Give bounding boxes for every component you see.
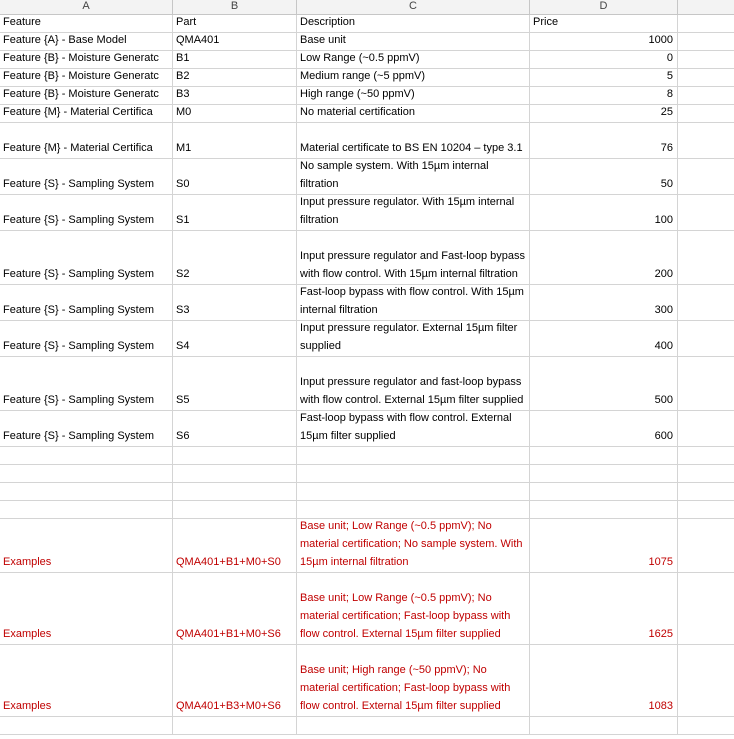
cell-c[interactable] xyxy=(297,411,530,446)
cell-c[interactable] xyxy=(297,717,530,734)
cell-e[interactable] xyxy=(678,51,734,68)
cell-c[interactable] xyxy=(297,87,530,104)
cell-text: Base unit; Low Range (~0.5 ppmV); No material certification; No sample system. With 15µm internal filtration xyxy=(300,520,523,568)
cell-text: Examples xyxy=(3,628,52,640)
cell-b[interactable] xyxy=(173,159,297,194)
cell-text: Base unit xyxy=(300,34,346,46)
cell-c[interactable] xyxy=(297,15,530,32)
cell-a[interactable] xyxy=(0,573,173,644)
cell-c[interactable] xyxy=(297,465,530,482)
cell-a[interactable] xyxy=(0,447,173,464)
cell-text: S4 xyxy=(176,340,190,352)
table-row xyxy=(0,195,734,231)
cell-e[interactable] xyxy=(678,717,734,734)
cell-b[interactable] xyxy=(173,465,297,482)
cell-text: 200 xyxy=(654,268,673,280)
cell-e[interactable] xyxy=(678,15,734,32)
cell-b[interactable] xyxy=(173,447,297,464)
cell-text: 400 xyxy=(654,340,673,352)
cell-text: QMA401 xyxy=(176,34,220,46)
cell-c[interactable] xyxy=(297,105,530,122)
cell-text: B2 xyxy=(176,70,190,82)
cell-e[interactable] xyxy=(678,465,734,482)
column-header-bar xyxy=(0,0,734,15)
table-row xyxy=(0,483,734,501)
column-header-c[interactable]: C xyxy=(297,0,530,14)
header-row xyxy=(0,15,734,33)
cell-c[interactable] xyxy=(297,483,530,500)
table-row xyxy=(0,87,734,105)
cell-a[interactable] xyxy=(0,465,173,482)
cell-e[interactable] xyxy=(678,123,734,158)
cell-e[interactable] xyxy=(678,195,734,230)
cell-a[interactable] xyxy=(0,33,173,50)
cell-b[interactable] xyxy=(173,231,297,284)
cell-a[interactable] xyxy=(0,519,173,572)
cell-a[interactable] xyxy=(0,645,173,716)
cell-text: Description xyxy=(300,16,356,28)
cell-text: 600 xyxy=(654,430,673,442)
table-row xyxy=(0,33,734,51)
cell-c[interactable] xyxy=(297,573,530,644)
cell-text: 1625 xyxy=(648,628,673,640)
cell-a[interactable] xyxy=(0,69,173,86)
table-row xyxy=(0,123,734,159)
cell-e[interactable] xyxy=(678,357,734,410)
cell-text: Part xyxy=(176,16,197,28)
table-row xyxy=(0,501,734,519)
cell-d[interactable] xyxy=(530,501,678,518)
table-row xyxy=(0,105,734,123)
cell-text: S2 xyxy=(176,268,190,280)
cell-c[interactable] xyxy=(297,231,530,284)
cell-text: Feature {M} - Material Certifica xyxy=(3,142,153,154)
cell-text: Fast-loop bypass with flow control. External 15µm filter supplied xyxy=(300,412,512,442)
cell-text: Examples xyxy=(3,700,52,712)
cell-d[interactable] xyxy=(530,87,678,104)
cell-grid xyxy=(0,15,734,735)
cell-text: 300 xyxy=(654,304,673,316)
cell-d[interactable] xyxy=(530,195,678,230)
cell-b[interactable] xyxy=(173,411,297,446)
column-header-e[interactable] xyxy=(678,0,734,14)
cell-a[interactable] xyxy=(0,357,173,410)
cell-d[interactable] xyxy=(530,411,678,446)
cell-a[interactable] xyxy=(0,483,173,500)
cell-text: Base unit; High range (~50 ppmV); No material certification; Fast-loop bypass with flow control. External 15µm filter supplied xyxy=(300,664,511,712)
cell-b[interactable] xyxy=(173,33,297,50)
cell-b[interactable] xyxy=(173,15,297,32)
cell-a[interactable] xyxy=(0,321,173,356)
cell-text: Feature {B} - Moisture Generatc xyxy=(3,88,159,100)
table-row xyxy=(0,447,734,465)
cell-a[interactable] xyxy=(0,411,173,446)
cell-a[interactable] xyxy=(0,195,173,230)
cell-text: S1 xyxy=(176,214,190,226)
cell-b[interactable] xyxy=(173,87,297,104)
cell-text: Examples xyxy=(3,556,52,568)
cell-d[interactable] xyxy=(530,123,678,158)
cell-b[interactable] xyxy=(173,69,297,86)
cell-text: 100 xyxy=(654,214,673,226)
table-row xyxy=(0,573,734,645)
cell-text: 1075 xyxy=(648,556,673,568)
cell-text: Feature {S} - Sampling System xyxy=(3,268,155,280)
cell-e[interactable] xyxy=(678,411,734,446)
cell-b[interactable] xyxy=(173,51,297,68)
cell-d[interactable] xyxy=(530,15,678,32)
cell-text: 1083 xyxy=(648,700,673,712)
cell-text: Feature {S} - Sampling System xyxy=(3,394,155,406)
table-row xyxy=(0,285,734,321)
cell-c[interactable] xyxy=(297,159,530,194)
cell-e[interactable] xyxy=(678,501,734,518)
cell-a[interactable] xyxy=(0,15,173,32)
cell-text: S6 xyxy=(176,430,190,442)
cell-d[interactable] xyxy=(530,717,678,734)
cell-d[interactable] xyxy=(530,231,678,284)
cell-a[interactable] xyxy=(0,105,173,122)
cell-text: Input pressure regulator. With 15µm internal filtration xyxy=(300,196,515,226)
table-row xyxy=(0,159,734,195)
cell-d[interactable] xyxy=(530,483,678,500)
cell-b[interactable] xyxy=(173,573,297,644)
column-header-a[interactable]: A xyxy=(0,0,173,14)
cell-text: High range (~50 ppmV) xyxy=(300,88,415,100)
cell-text: Material certificate to BS EN 10204 – type 3.1 xyxy=(300,142,523,154)
cell-text: B1 xyxy=(176,52,190,64)
cell-text: Feature {B} - Moisture Generatc xyxy=(3,52,159,64)
cell-e[interactable] xyxy=(678,519,734,572)
cell-text: Base unit; Low Range (~0.5 ppmV); No material certification; Fast-loop bypass with flow control. External 15µm filter supplied xyxy=(300,592,511,640)
cell-text: Feature {A} - Base Model xyxy=(3,34,127,46)
cell-e[interactable] xyxy=(678,69,734,86)
column-header-d[interactable]: D xyxy=(530,0,678,14)
cell-text: Fast-loop bypass with flow control. With 15µm internal filtration xyxy=(300,286,524,316)
cell-c[interactable] xyxy=(297,69,530,86)
cell-text: M0 xyxy=(176,106,192,118)
cell-b[interactable] xyxy=(173,501,297,518)
cell-e[interactable] xyxy=(678,285,734,320)
cell-d[interactable] xyxy=(530,447,678,464)
cell-b[interactable] xyxy=(173,321,297,356)
cell-e[interactable] xyxy=(678,447,734,464)
cell-text: Feature {S} - Sampling System xyxy=(3,178,155,190)
cell-c[interactable] xyxy=(297,501,530,518)
cell-text: Feature {S} - Sampling System xyxy=(3,340,155,352)
cell-a[interactable] xyxy=(0,231,173,284)
cell-text: Feature {B} - Moisture Generatc xyxy=(3,70,159,82)
cell-e[interactable] xyxy=(678,33,734,50)
cell-c[interactable] xyxy=(297,321,530,356)
cell-b[interactable] xyxy=(173,519,297,572)
cell-a[interactable] xyxy=(0,123,173,158)
table-row xyxy=(0,645,734,717)
cell-text: S3 xyxy=(176,304,190,316)
cell-d[interactable] xyxy=(530,357,678,410)
cell-a[interactable] xyxy=(0,159,173,194)
table-row xyxy=(0,231,734,285)
cell-d[interactable] xyxy=(530,321,678,356)
cell-b[interactable] xyxy=(173,195,297,230)
cell-d[interactable] xyxy=(530,465,678,482)
cell-e[interactable] xyxy=(678,87,734,104)
cell-text: 1000 xyxy=(648,34,673,46)
column-header-b[interactable]: B xyxy=(173,0,297,14)
cell-d[interactable] xyxy=(530,105,678,122)
cell-c[interactable] xyxy=(297,357,530,410)
cell-text: Input pressure regulator and fast-loop bypass with flow control. External 15µm filter supplied xyxy=(300,376,524,406)
cell-text: QMA401+B1+M0+S0 xyxy=(176,556,281,568)
cell-a[interactable] xyxy=(0,285,173,320)
cell-c[interactable] xyxy=(297,33,530,50)
cell-e[interactable] xyxy=(678,105,734,122)
cell-c[interactable] xyxy=(297,645,530,716)
cell-c[interactable] xyxy=(297,123,530,158)
cell-text: S0 xyxy=(176,178,190,190)
cell-text: Feature {S} - Sampling System xyxy=(3,430,155,442)
cell-d[interactable] xyxy=(530,285,678,320)
cell-text: M1 xyxy=(176,142,192,154)
cell-text: Medium range (~5 ppmV) xyxy=(300,70,426,82)
cell-b[interactable] xyxy=(173,357,297,410)
table-row xyxy=(0,411,734,447)
cell-c[interactable] xyxy=(297,285,530,320)
cell-d[interactable] xyxy=(530,33,678,50)
cell-d[interactable] xyxy=(530,69,678,86)
cell-a[interactable] xyxy=(0,717,173,734)
cell-text: QMA401+B1+M0+S6 xyxy=(176,628,281,640)
cell-text: 8 xyxy=(666,88,673,100)
cell-text: QMA401+B3+M0+S6 xyxy=(176,700,281,712)
cell-e[interactable] xyxy=(678,483,734,500)
cell-d[interactable] xyxy=(530,645,678,716)
cell-c[interactable] xyxy=(297,519,530,572)
cell-text: Feature {S} - Sampling System xyxy=(3,214,155,226)
table-row xyxy=(0,357,734,411)
cell-text: Low Range (~0.5 ppmV) xyxy=(300,52,420,64)
cell-text: No material certification xyxy=(300,106,415,118)
cell-e[interactable] xyxy=(678,159,734,194)
cell-b[interactable] xyxy=(173,105,297,122)
cell-text: No sample system. With 15µm internal filtration xyxy=(300,160,489,190)
cell-e[interactable] xyxy=(678,573,734,644)
cell-a[interactable] xyxy=(0,501,173,518)
cell-text: Input pressure regulator and Fast-loop bypass with flow control. With 15µm internal filtration xyxy=(300,250,526,280)
cell-text: Feature xyxy=(3,16,41,28)
cell-b[interactable] xyxy=(173,285,297,320)
cell-text: S5 xyxy=(176,394,190,406)
cell-text: Input pressure regulator. External 15µm filter supplied xyxy=(300,322,518,352)
cell-c[interactable] xyxy=(297,447,530,464)
cell-a[interactable] xyxy=(0,87,173,104)
cell-d[interactable] xyxy=(530,573,678,644)
cell-a[interactable] xyxy=(0,51,173,68)
cell-text: Feature {S} - Sampling System xyxy=(3,304,155,316)
cell-text: B3 xyxy=(176,88,190,100)
cell-b[interactable] xyxy=(173,645,297,716)
cell-b[interactable] xyxy=(173,483,297,500)
table-row xyxy=(0,69,734,87)
table-row xyxy=(0,51,734,69)
cell-e[interactable] xyxy=(678,231,734,284)
cell-text: Price xyxy=(533,16,559,28)
table-row xyxy=(0,717,734,735)
cell-c[interactable] xyxy=(297,195,530,230)
cell-c[interactable] xyxy=(297,51,530,68)
cell-text: 5 xyxy=(666,70,673,82)
cell-text: 500 xyxy=(654,394,673,406)
cell-d[interactable] xyxy=(530,159,678,194)
cell-d[interactable] xyxy=(530,51,678,68)
cell-text: 25 xyxy=(660,106,673,118)
cell-text: Feature {M} - Material Certifica xyxy=(3,106,153,118)
table-row xyxy=(0,321,734,357)
cell-b[interactable] xyxy=(173,717,297,734)
cell-text: 0 xyxy=(666,52,673,64)
cell-e[interactable] xyxy=(678,321,734,356)
cell-b[interactable] xyxy=(173,123,297,158)
cell-text: 76 xyxy=(660,142,673,154)
cell-d[interactable] xyxy=(530,519,678,572)
table-row xyxy=(0,519,734,573)
table-row xyxy=(0,465,734,483)
cell-text: 50 xyxy=(660,178,673,190)
cell-e[interactable] xyxy=(678,645,734,716)
